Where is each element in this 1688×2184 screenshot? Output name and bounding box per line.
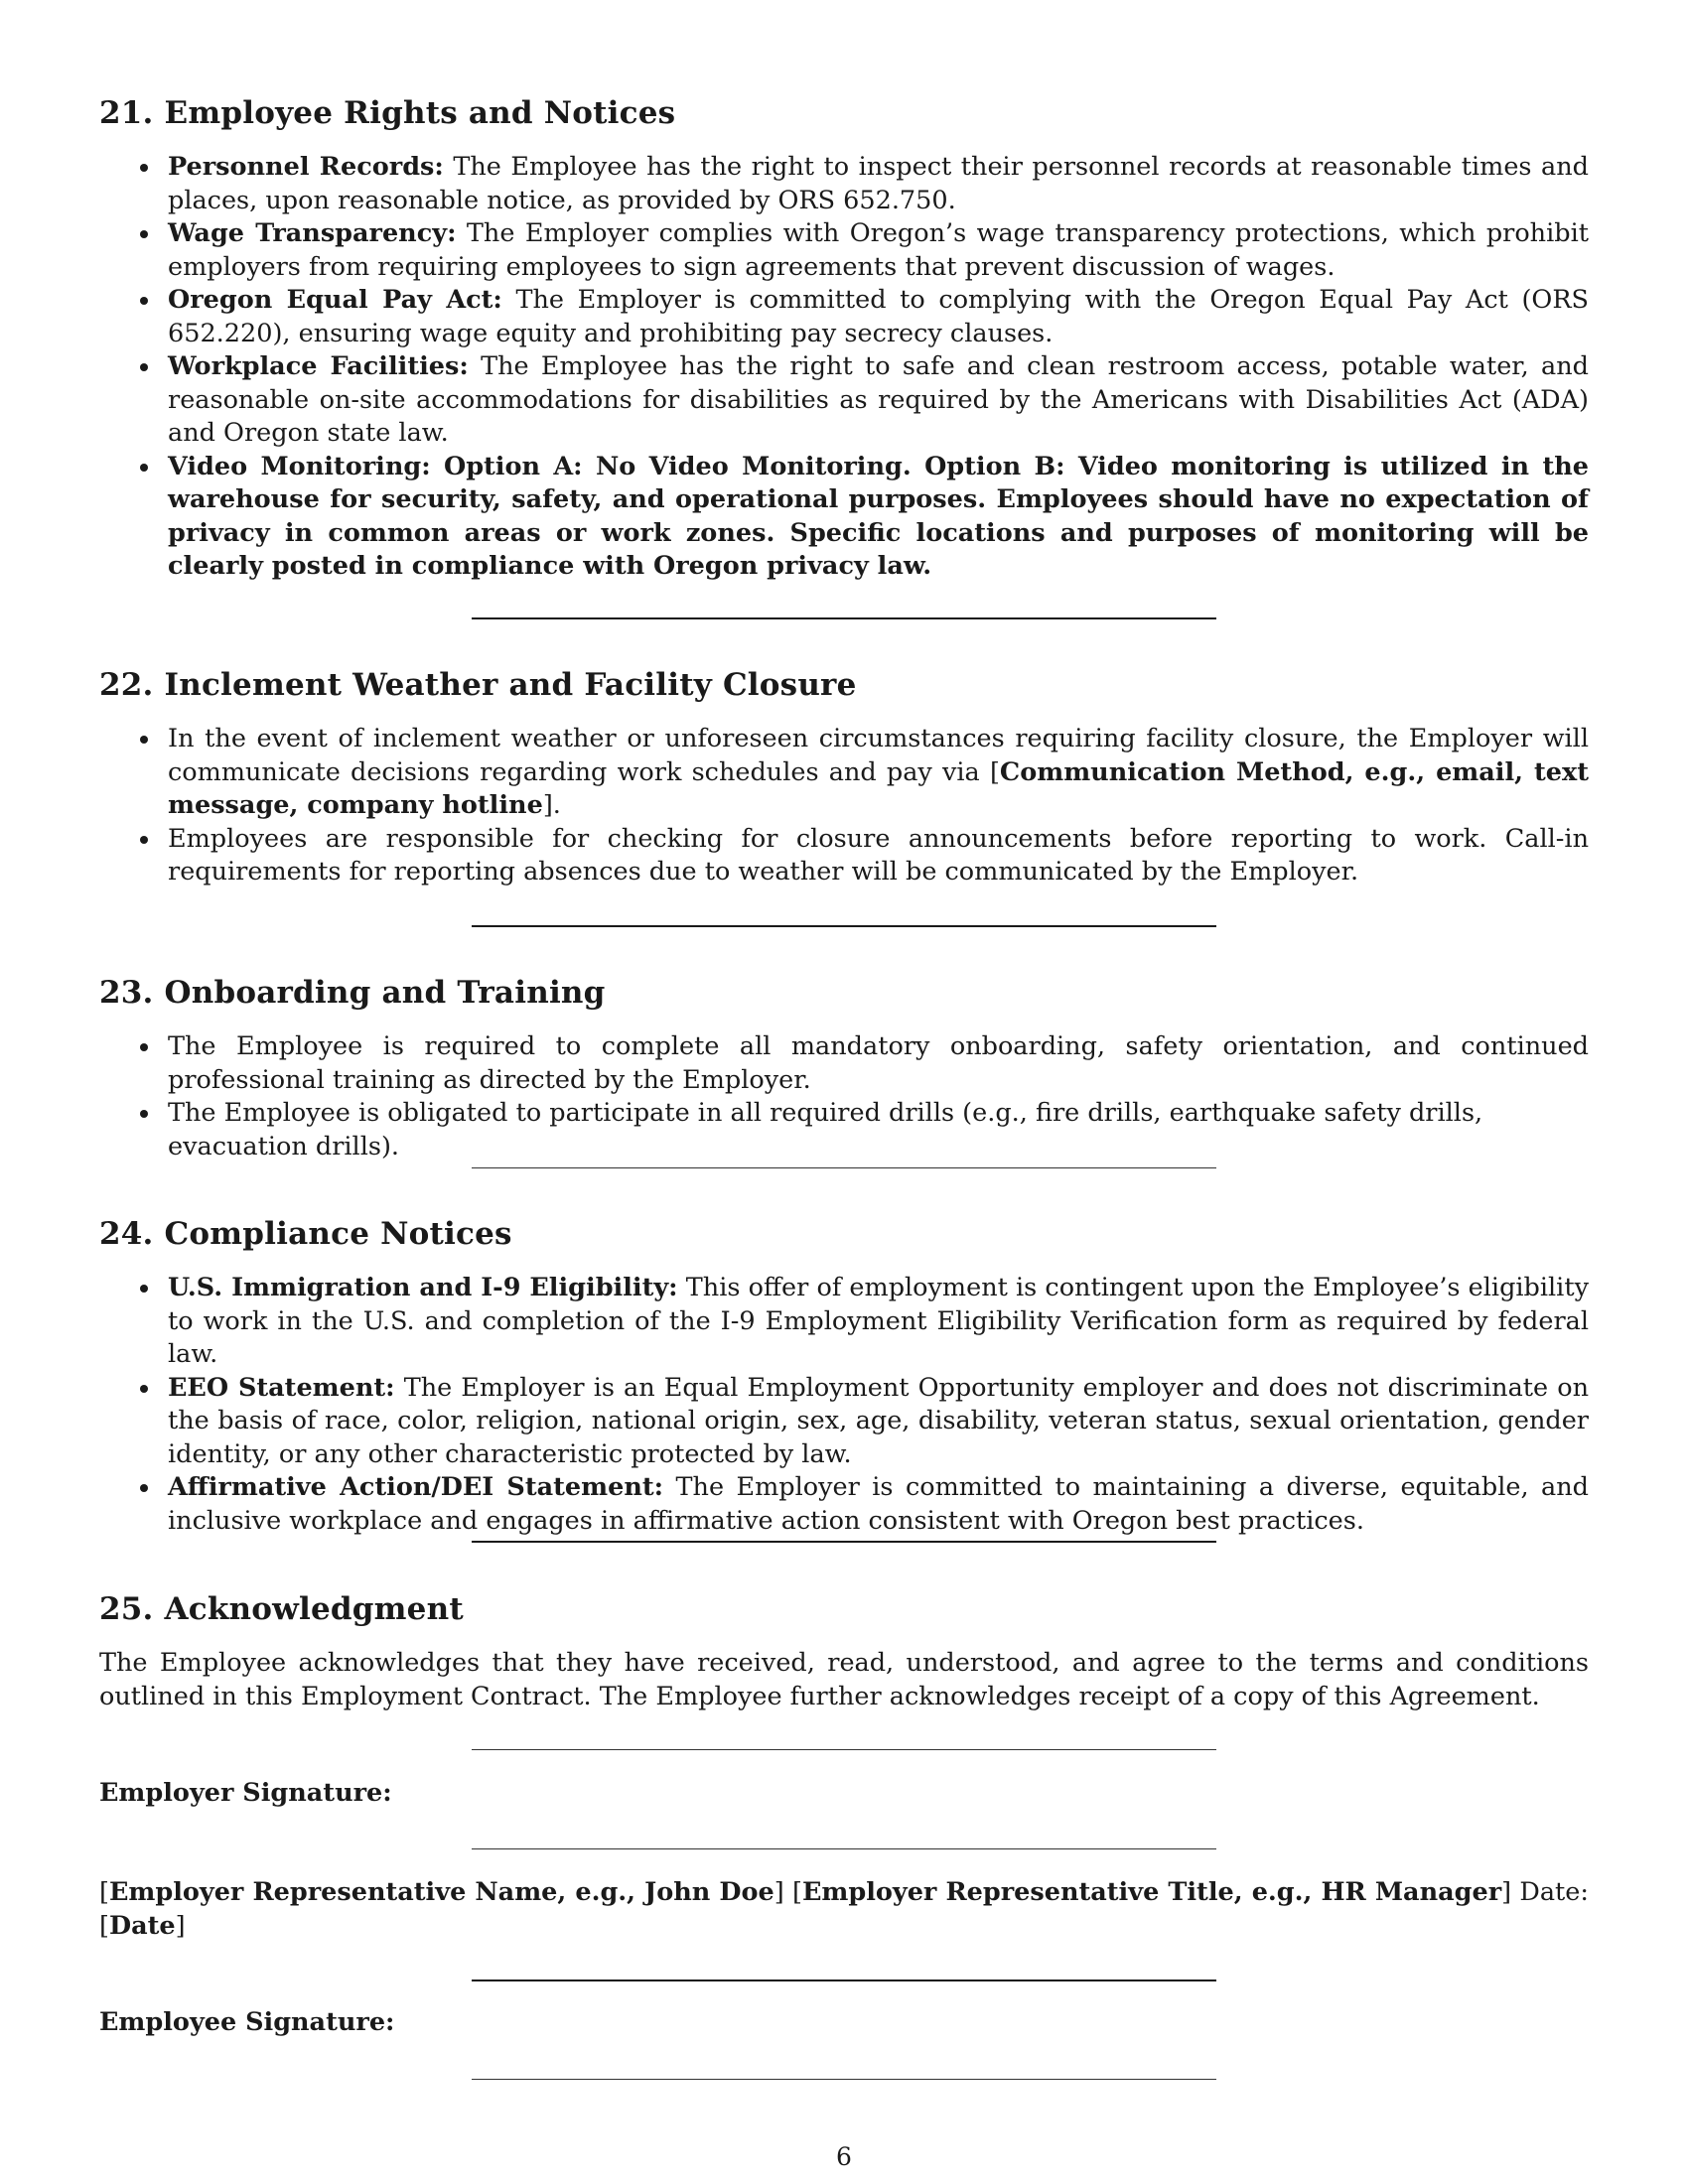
item-text: The Employer is committed to maintaining a diverse, equitable, and inclusive workplace and engages in affirmative action consistent with Oregon best practices. [168,1472,1589,1536]
item-text: The Employee is obligated to participate in all required drills (e.g., fire drills, earthquake safety drills, evacuation drills). [168,1098,1483,1161]
signature-line [472,1848,1216,1849]
section-22-list [99,723,1589,889]
section-24-heading: 24. Compliance Notices [99,1216,512,1252]
item-text: The Employer is an Equal Employment Opportunity employer and does not discriminate on the basis of race, color, religion, national origin, sex, age, disability, veteran status, sexual orientation, gender identity, or any other characteristic protected by law. [168,1372,1589,1469]
signature-line [472,1979,1216,1981]
page-number: 6 [836,2142,852,2171]
item-text: The Employee has the right to inspect their personnel records at reasonable times and places, upon reasonable notice, as provided by ORS 652.750. [168,152,1589,215]
item-label: Wage Transparency: [168,218,457,248]
list-item [99,823,1589,889]
date-label: Date: [1519,1877,1589,1907]
item-text: The Employee has the right to safe and clean restroom access, potable water, and reasonable on-site accommodations for disabilities as required by the Americans with Disabilities Act (ADA) and Oregon state law. [168,351,1589,448]
item-label: Oregon Equal Pay Act: [168,285,502,315]
rep-name-field: Employer Representative Name, e.g., John Doe [108,1877,774,1907]
list-item [99,1372,1589,1472]
list-item [99,284,1589,350]
item-label: U.S. Immigration and I-9 Eligibility: [168,1273,678,1302]
list-item [99,1272,1589,1372]
item-label: EEO Statement: [168,1372,395,1403]
placeholder-field: Communication Method, e.g., email, text message, company hotline [168,756,1589,820]
section-21-list [99,151,1589,584]
date-field: Date [108,1910,176,1941]
acknowledgment-text: The Employee acknowledges that they have received, read, understood, and agree to the terms and conditions outlined in this Employment Contract. The Employee further acknowledges receipt of a copy of this Agreement. [99,1648,1589,1711]
item-text: This offer of employment is contingent upon the Employee’s eligibility to work in the U.S. and completion of the I-9 Employment Eligibility Verification form as required by federal law. [168,1273,1589,1369]
section-divider [472,1167,1216,1168]
item-text: ]. [542,790,561,820]
item-label: Affirmative Action/DEI Statement: [168,1472,664,1502]
section-23-list [99,1030,1589,1163]
employer-representative-line: [Employer Representative Name, e.g., John Doe] [Employer Representative Title, e.g., HR Manager] Date: [Date] [99,1877,1589,1941]
employee-signature-label [99,2006,1589,2040]
employer-signature-label [99,1777,1589,1811]
label-text: Employee Signature: [99,2007,395,2037]
item-label: Workplace Facilities: [168,351,469,381]
list-item [99,451,1589,584]
section-24-list [99,1272,1589,1538]
section-25-heading: 25. Acknowledgment [99,1591,464,1627]
section-divider [472,1541,1216,1543]
list-item [99,151,1589,217]
item-label: Video Monitoring: Option A: No Video Monitoring. Option B: Video monitoring is utilized in the warehouse for security, safety, and operational purposes. Employees should have no expectation of privacy in common areas or work zones. Specific locations and purposes of monitoring will be clearly posted in compliance with Oregon privacy law. [168,451,1589,581]
section-22-heading: 22. Inclement Weather and Facility Closure [99,667,857,703]
section-23-heading: 23. Onboarding and Training [99,975,606,1011]
item-text: In the event of inclement weather or unforeseen circumstances requiring facility closure, the Employer will communicate decisions regarding work schedules and pay via [ [168,724,1589,787]
label-text: Employer Signature: [99,1778,392,1808]
section-divider [472,617,1216,619]
item-text: The Employer complies with Oregon’s wage transparency protections, which prohibit employers from requiring employees to sign agreements that prevent discussion of wages. [168,218,1589,282]
list-item [99,217,1589,284]
list-item [99,723,1589,823]
rep-title-field: Employer Representative Title, e.g., HR Manager [801,1877,1502,1907]
section-divider [472,925,1216,927]
section-21-heading: 21. Employee Rights and Notices [99,95,676,131]
document-page [99,0,1589,2184]
list-item [99,1030,1589,1097]
signature-line [472,1749,1216,1750]
item-text: The Employer is committed to complying with the Oregon Equal Pay Act (ORS 652.220), ensuring wage equity and prohibiting pay secrecy clauses. [168,285,1590,348]
list-item [99,1471,1589,1538]
item-text: The Employee is required to complete all mandatory onboarding, safety orientation, and continued professional training as directed by the Employer. [168,1031,1589,1095]
signature-line [472,2079,1216,2080]
list-item [99,350,1589,451]
item-label: Personnel Records: [168,152,444,182]
list-item [99,1097,1589,1163]
item-text: Employees are responsible for checking for closure announcements before reporting to work. Call-in requirements for reporting absences due to weather will be communicated by the Employer. [168,823,1589,887]
